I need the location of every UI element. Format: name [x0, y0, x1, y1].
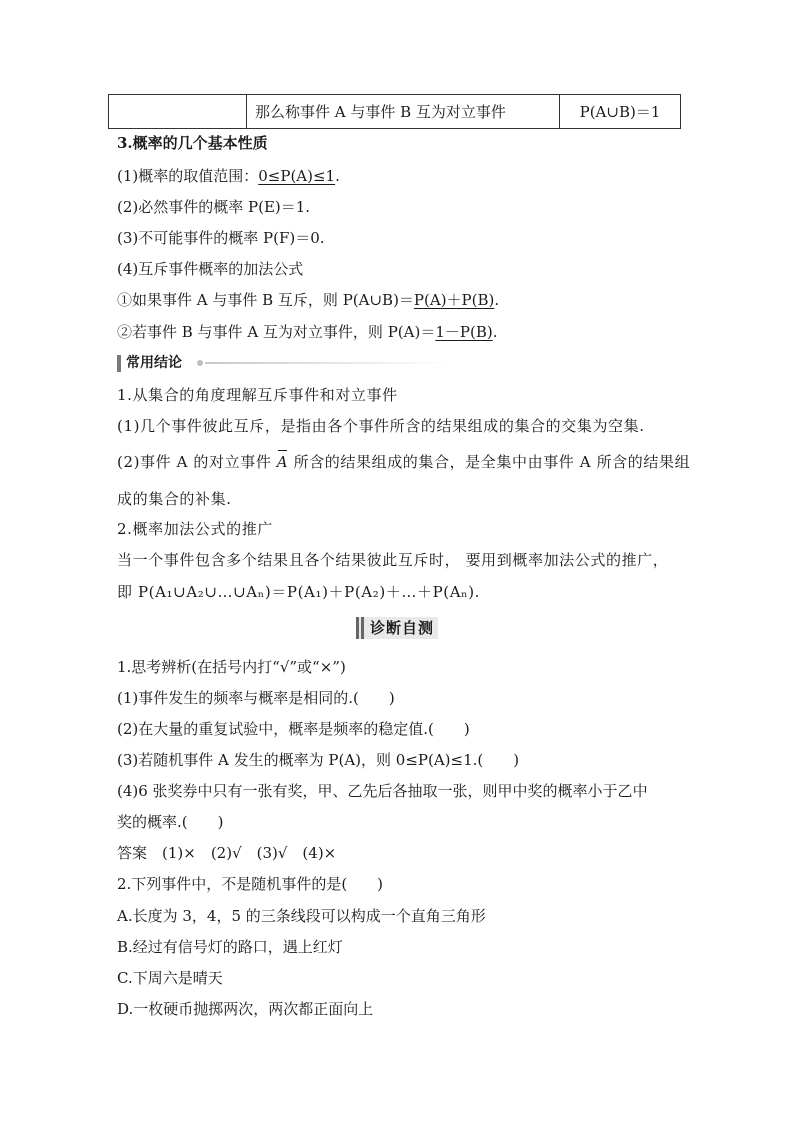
table-cell-formula: P(A∪B)＝1: [560, 95, 681, 129]
tag-rule: [205, 362, 450, 364]
conclusion-1-2a-pre: (2)事件 A 的对立事件: [117, 453, 277, 471]
table-cell-empty: [109, 95, 247, 129]
diagnosis-tag-label: 诊断自测: [370, 619, 435, 637]
property-1-answer: 0≤P(A)≤1: [258, 167, 336, 185]
property-4a-answer: P(A)＋P(B): [413, 291, 495, 309]
question-1-2: (2)在大量的重复试验中，概率是频率的稳定值.( ): [117, 720, 470, 738]
property-4a-text: ①如果事件 A 与事件 B 互斥，则 P(A∪B)＝: [117, 291, 414, 309]
property-3: (3)不可能事件的概率 P(F)＝0.: [117, 229, 325, 247]
property-4b-answer: 1－P(B): [435, 323, 493, 341]
conclusion-1-2b: 成的集合的补集.: [117, 490, 232, 508]
question-1-4a: (4)6 张奖券中只有一张有奖，甲、乙先后各抽取一张，则甲中奖的概率小于乙中: [117, 782, 648, 800]
conclusion-section-tag: [117, 353, 337, 373]
answer-line: 答案 (1)× (2)√ (3)√ (4)×: [117, 844, 337, 862]
option-c: C.下周六是晴天: [117, 969, 223, 987]
question-1-4b: 奖的概率.( ): [117, 813, 224, 831]
property-4b-text: ②若事件 B 与事件 A 互为对立事件，则 P(A)＝: [117, 323, 436, 341]
property-1-text: (1)概率的取值范围：: [117, 167, 259, 185]
tag-dot: [197, 360, 203, 366]
conclusion-1-2a: [117, 452, 690, 472]
tag-bar: [356, 617, 359, 639]
conclusion-1-title: 1.从集合的角度理解互斥事件和对立事件: [117, 386, 398, 404]
property-2: (2)必然事件的概率 P(E)＝1.: [117, 198, 311, 216]
conclusion-2-1: 当一个事件包含多个结果且各个结果彼此互斥时， 要用到概率加法公式的推广，: [117, 551, 669, 569]
property-4a: ①如果事件 A 与事件 B 互斥，则 P(A∪B)＝P(A)＋P(B).: [117, 291, 500, 309]
conclusion-1-2a-post: 所含的结果组成的集合，是全集中由事件 A 所含的结果组: [288, 453, 691, 471]
tag-bar: [117, 355, 121, 372]
conclusion-1-1: (1)几个事件彼此互斥，是指由各个事件所含的结果组成的集合的交集为空集.: [117, 417, 645, 435]
conclusion-2-2: 即 P(A₁∪A₂∪…∪Aₙ)＝P(A₁)＋P(A₂)＋…＋P(Aₙ).: [117, 583, 481, 601]
diagnosis-section-tag: [356, 617, 438, 639]
question-1: 1.思考辨析(在括号内打“√”或“×”): [117, 658, 346, 676]
complement-symbol: A: [276, 453, 289, 471]
table-cell-definition: 那么称事件 A 与事件 B 互为对立事件: [247, 95, 560, 129]
tag-bar: [361, 617, 364, 639]
property-4b: ②若事件 B 与事件 A 互为对立事件，则 P(A)＝1－P(B).: [117, 323, 498, 341]
conclusion-tag-label: 常用结论: [126, 355, 182, 371]
table-row: [109, 95, 681, 129]
section-title-properties: 3.概率的几个基本性质: [117, 134, 268, 152]
definition-table: [108, 94, 681, 129]
question-1-1: (1)事件发生的频率与概率是相同的.( ): [117, 689, 395, 707]
option-d: D.一枚硬币抛掷两次，两次都正面向上: [117, 1000, 374, 1018]
question-2: 2.下列事件中，不是随机事件的是( ): [117, 875, 384, 893]
property-1: (1)概率的取值范围：0≤P(A)≤1.: [117, 167, 340, 185]
conclusion-2-title: 2.概率加法公式的推广: [117, 520, 273, 538]
property-4: (4)互斥事件概率的加法公式: [117, 260, 304, 278]
question-1-3: (3)若随机事件 A 发生的概率为 P(A)，则 0≤P(A)≤1.( ): [117, 751, 520, 769]
option-a: A.长度为 3，4，5 的三条线段可以构成一个直角三角形: [117, 907, 486, 925]
option-b: B.经过有信号灯的路口，遇上红灯: [117, 938, 343, 956]
